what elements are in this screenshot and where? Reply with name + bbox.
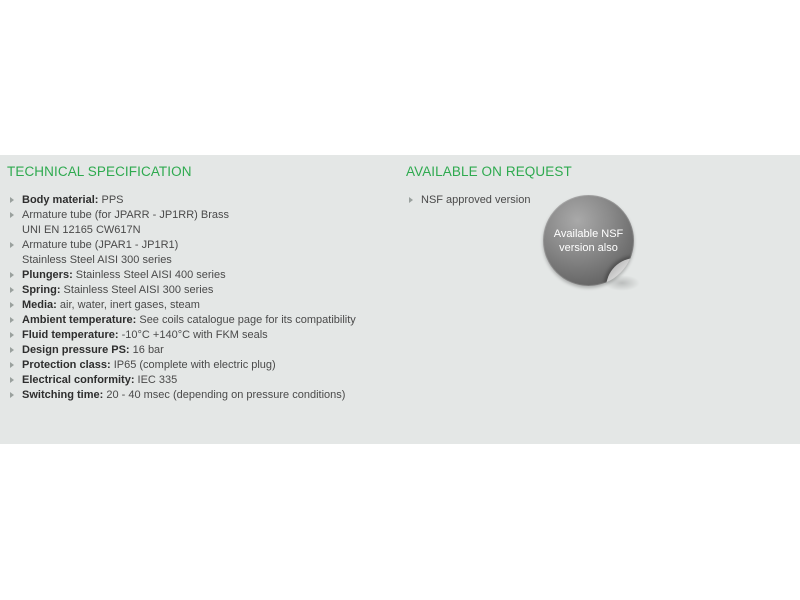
- spec-item-fluid-temperature: [9, 328, 389, 343]
- spec-label: Plungers:: [22, 269, 73, 281]
- bullet-icon: [10, 302, 14, 308]
- spec-label: Design pressure PS:: [22, 344, 130, 356]
- spec-value: Stainless Steel AISI 300 series: [60, 284, 214, 296]
- spec-item-ambient-temperature: [9, 313, 389, 328]
- spec-item-protection-class: [9, 358, 389, 373]
- spec-value: IEC 335: [134, 374, 178, 386]
- nsf-sticker-badge: [543, 195, 634, 286]
- spec-value: Armature tube (JPAR1 - JP1R1): [22, 239, 179, 251]
- bullet-icon: [10, 362, 14, 368]
- page-curl-icon: [606, 258, 634, 286]
- spec-label: Body material:: [22, 194, 99, 206]
- spec-value: 16 bar: [129, 344, 164, 356]
- spec-item-armature-tube-stainless: [9, 238, 389, 268]
- spec-item-body-material: [9, 193, 389, 208]
- spec-item-armature-tube-brass: [9, 208, 389, 238]
- spec-value: See coils catalogue page for its compatibility: [136, 314, 356, 326]
- spec-label: Media:: [22, 299, 57, 311]
- bullet-icon: [409, 197, 413, 203]
- bullet-icon: [10, 272, 14, 278]
- spec-label: Ambient temperature:: [22, 314, 137, 326]
- spec-item-media: [9, 298, 389, 313]
- bullet-icon: [10, 377, 14, 383]
- available-on-request-heading: AVAILABLE ON REQUEST: [406, 164, 572, 179]
- spec-label: Fluid temperature:: [22, 329, 119, 341]
- spec-item-spring: [9, 283, 389, 298]
- specification-panel: [0, 155, 800, 444]
- available-on-request-list: [408, 193, 530, 208]
- spec-value: Stainless Steel AISI 400 series: [72, 269, 226, 281]
- spec-value-continuation: UNI EN 12165 CW617N: [22, 224, 141, 236]
- bullet-icon: [10, 212, 14, 218]
- request-item-text: NSF approved version: [421, 194, 531, 206]
- bullet-icon: [10, 287, 14, 293]
- spec-item-switching-time: [9, 388, 389, 403]
- spec-value: IP65 (complete with electric plug): [110, 359, 276, 371]
- spec-item-design-pressure: [9, 343, 389, 358]
- bullet-icon: [10, 332, 14, 338]
- spec-item-plungers: [9, 268, 389, 283]
- spec-value: PPS: [98, 194, 124, 206]
- bullet-icon: [10, 317, 14, 323]
- bullet-icon: [10, 242, 14, 248]
- badge-text: Available NSF version also: [553, 228, 624, 254]
- spec-label: Electrical conformity:: [22, 374, 135, 386]
- spec-value: Armature tube (for JPARR - JP1RR) Brass: [22, 209, 230, 221]
- bullet-icon: [10, 392, 14, 398]
- spec-label: Protection class:: [22, 359, 111, 371]
- request-item-nsf-version: [408, 193, 530, 208]
- spec-label: Spring:: [22, 284, 61, 296]
- spec-item-electrical-conformity: [9, 373, 389, 388]
- spec-label: Switching time:: [22, 389, 104, 401]
- spec-value: 20 - 40 msec (depending on pressure conditions): [103, 389, 346, 401]
- spec-value: air, water, inert gases, steam: [56, 299, 200, 311]
- spec-value: -10°C +140°C with FKM seals: [118, 329, 268, 341]
- bullet-icon: [10, 347, 14, 353]
- bullet-icon: [10, 197, 14, 203]
- technical-specification-list: [9, 193, 389, 403]
- spec-value-continuation: Stainless Steel AISI 300 series: [22, 254, 172, 266]
- technical-specification-heading: TECHNICAL SPECIFICATION: [7, 164, 192, 179]
